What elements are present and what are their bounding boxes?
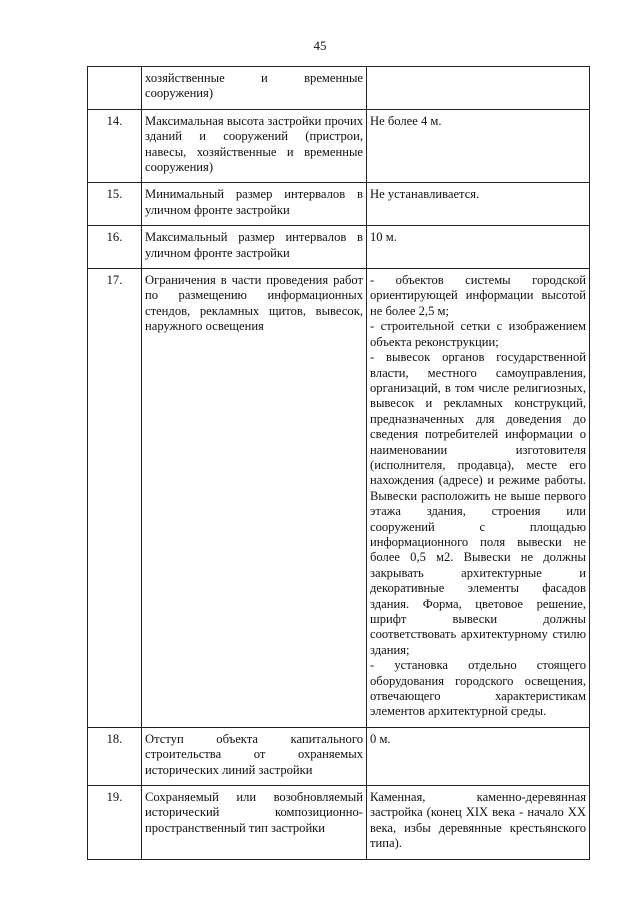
value-cell: [367, 67, 590, 110]
table-row: [88, 183, 590, 226]
row-number: 18.: [88, 727, 142, 785]
page-number: 45: [313, 38, 327, 53]
table-row: [88, 67, 590, 110]
value-cell: [367, 109, 590, 183]
parameter-cell: Максимальный размер интервалов в уличном фронте застройки: [142, 226, 367, 269]
value-paragraph: 10 м.: [370, 230, 397, 245]
parameter-cell: хозяйственные и временные сооружения): [142, 67, 367, 110]
row-number: 19.: [88, 786, 142, 860]
value-paragraph: - вывесок органов государственной власти, местного самоуправления, организаций, в том числе религиозных, вывесок и рекламных конструкций, предназначенных для доведения до сведения потребителей информации о наименовании изготовителя (исполнителя, продавца), месте его нахождения (адресе) и режиме работы. Вывески расположить не выше первого этажа здания, строения или сооружений с площадью информационного поля вывески не более 0,5 м2. Вывески не должны закрывать архитектурные и декоративные элементы фасадов здания. Форма, цветовое решение, шрифт вывески должны соответствовать архитектурному стилю здания;: [370, 350, 586, 657]
row-number: 17.: [88, 269, 142, 728]
value-cell: [367, 226, 590, 269]
value-cell: [367, 727, 590, 785]
parameter-cell: Отступ объекта капитального строительства от охраняемых исторических линий застройки: [142, 727, 367, 785]
table-row: [88, 786, 590, 860]
table-row: [88, 269, 590, 728]
value-paragraph: - объектов системы городской ориентирующей информации высотой не более 2,5 м;: [370, 273, 586, 318]
value-paragraph: - строительной сетки с изображением объекта реконструкции;: [370, 319, 586, 349]
value-paragraph: Не более 4 м.: [370, 113, 442, 128]
value-paragraph: - установка отдельно стоящего оборудования городского освещения, отвечающего характеристикам элементов архитектурной среды.: [370, 658, 586, 719]
parameter-cell: Сохраняемый или возобновляемый исторический композиционно-пространственный тип застройки: [142, 786, 367, 860]
row-number: [88, 67, 142, 110]
table-row: [88, 727, 590, 785]
value-paragraph: Не устанавливается.: [370, 187, 480, 202]
value-paragraph: Каменная, каменно-деревянная застройка (конец XIX века - начало XX века, избы деревянные крестьянского типа).: [370, 790, 586, 851]
value-cell: [367, 183, 590, 226]
parameter-cell: Минимальный размер интервалов в уличном фронте застройки: [142, 183, 367, 226]
row-number: 16.: [88, 226, 142, 269]
table-row: [88, 109, 590, 183]
table-row: [88, 226, 590, 269]
row-number: 15.: [88, 183, 142, 226]
value-paragraph: 0 м.: [370, 731, 391, 746]
parameter-cell: Ограничения в части проведения работ по размещению информационных стендов, рекламных щитов, вывесок, наружного освещения: [142, 269, 367, 728]
requirements-table: [87, 66, 590, 860]
parameter-cell: Максимальная высота застройки прочих зданий и сооружений (пристрои, навесы, хозяйственные и временные сооружения): [142, 109, 367, 183]
row-number: 14.: [88, 109, 142, 183]
value-cell: [367, 786, 590, 860]
value-cell: [367, 269, 590, 728]
